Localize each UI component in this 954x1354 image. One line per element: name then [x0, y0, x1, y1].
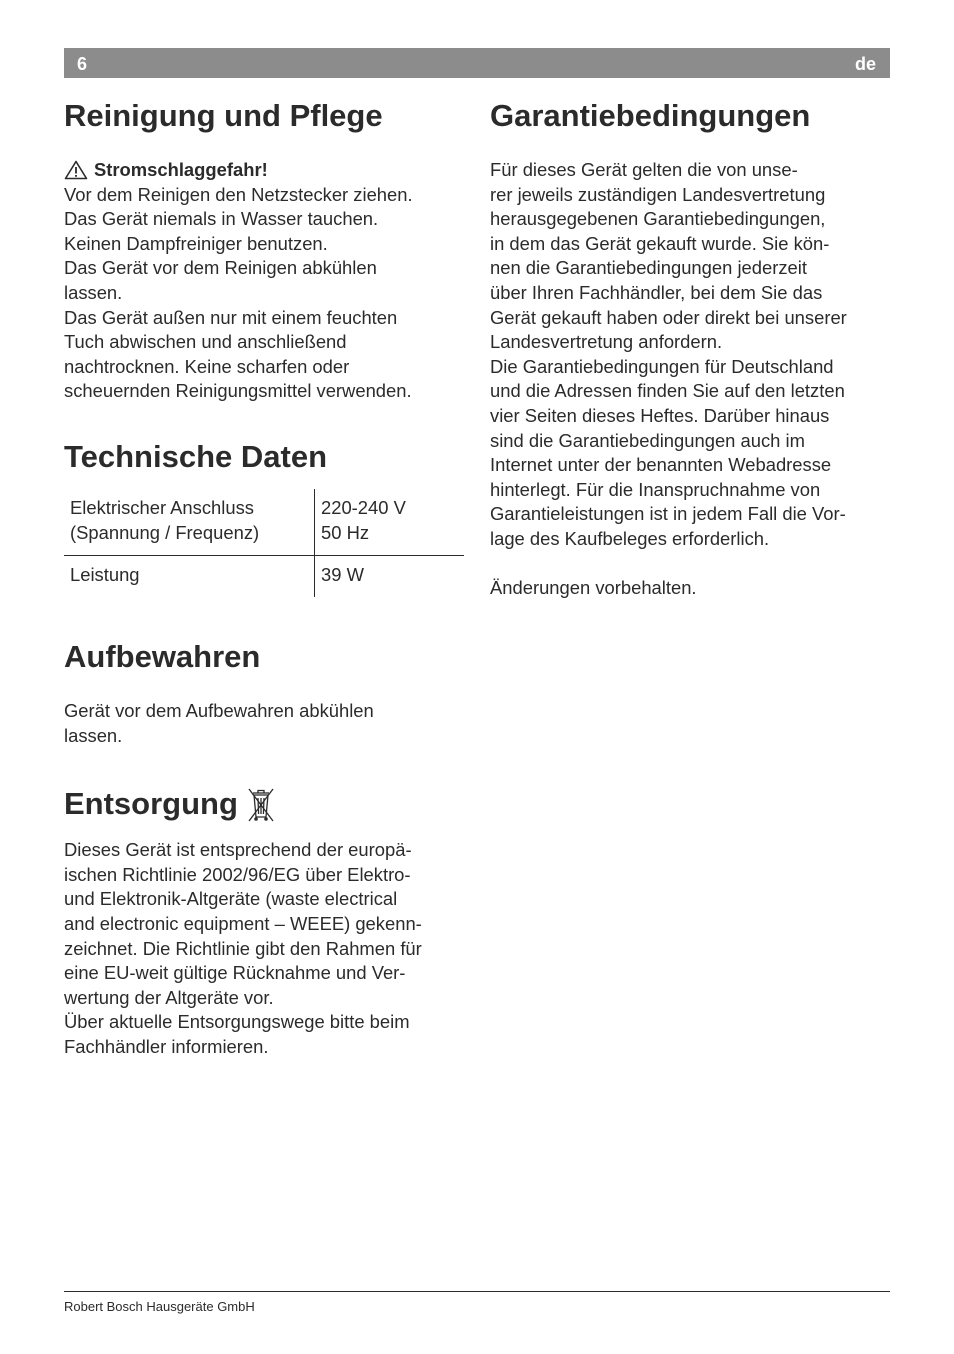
disposal-line: and electronic equipment – WEEE) gekenn- — [64, 912, 422, 934]
footer-rule — [64, 1291, 890, 1292]
spec-value-line: 220-240 V — [321, 496, 406, 518]
spec-label — [64, 489, 315, 556]
warranty-title: Garantiebedingungen — [490, 98, 811, 133]
cleaning-line: Vor dem Reinigen den Netzstecker ziehen. — [64, 183, 413, 205]
disposal-line: ischen Richtlinie 2002/96/EG über Elektro- — [64, 863, 411, 885]
storage-line: Gerät vor dem Aufbewahren abkühlen — [64, 699, 374, 721]
disposal-title-row — [64, 784, 464, 824]
left-column — [64, 96, 464, 1059]
cleaning-line: lassen. — [64, 281, 123, 303]
changes-reserved-note: Änderungen vorbehalten. — [490, 577, 697, 599]
tech-title: Technische Daten — [64, 438, 328, 474]
warranty-line: Internet unter der benannten Webadresse — [490, 454, 832, 476]
cleaning-section — [64, 96, 464, 404]
spec-label-line: Elektrischer Anschluss — [70, 496, 254, 518]
spec-row — [64, 489, 464, 556]
spec-value — [315, 489, 465, 556]
disposal-line: Dieses Gerät ist entsprechend der europä- — [64, 839, 412, 861]
disposal-line: wertung der Altgeräte vor. — [64, 986, 274, 1008]
warranty-line: Gerät gekauft haben oder direkt bei unserer — [490, 306, 847, 328]
cleaning-line: Keinen Dampfreiniger benutzen. — [64, 232, 328, 254]
cleaning-line: Das Gerät niemals in Wasser tauchen. — [64, 208, 379, 230]
warning-line — [64, 158, 464, 183]
disposal-line: und Elektronik-Altgeräte (waste electrical — [64, 888, 398, 910]
warranty-line: vier Seiten dieses Heftes. Darüber hinaus — [490, 404, 830, 426]
warranty-line: Garantieleistungen ist in jedem Fall die Vor- — [490, 503, 846, 525]
disposal-line: eine EU-weit gültige Rücknahme und Ver- — [64, 962, 406, 984]
warranty-line: herausgegebenen Garantiebedingungen, — [490, 208, 826, 230]
cleaning-line: Das Gerät außen nur mit einem feuchten — [64, 306, 398, 328]
disposal-line: Über aktuelle Entsorgungswege bitte beim — [64, 1011, 410, 1033]
spec-label-line: (Spannung / Frequenz) — [70, 521, 260, 543]
spec-table — [64, 489, 464, 597]
warranty-line: Landesvertretung anfordern. — [490, 331, 723, 353]
page-number: 6 — [77, 54, 88, 74]
warranty-line: sind die Garantiebedingungen auch im — [490, 429, 805, 451]
warranty-line: Die Garantiebedingungen für Deutschland — [490, 355, 834, 377]
spec-value-line: 50 Hz — [321, 521, 370, 543]
disposal-section — [64, 784, 464, 1059]
disposal-line: Fachhändler informieren. — [64, 1035, 269, 1057]
cleaning-line: Tuch abwischen und anschließend — [64, 331, 347, 353]
warning-triangle-icon — [64, 160, 88, 180]
warranty-line: lage des Kaufbeleges erforderlich. — [490, 527, 770, 549]
warranty-line: in dem das Gerät gekauft wurde. Sie kön- — [490, 232, 830, 254]
disposal-line: zeichnet. Die Richtlinie gibt den Rahmen für — [64, 937, 422, 959]
tech-section — [64, 437, 464, 597]
footer-company: Robert Bosch Hausgeräte GmbH — [64, 1299, 255, 1314]
warranty-line: Für dieses Gerät gelten die von unse- — [490, 159, 798, 180]
warranty-line: hinterlegt. Für die Inanspruchnahme von — [490, 478, 821, 500]
storage-line: lassen. — [64, 724, 123, 746]
storage-title: Aufbewahren — [64, 638, 261, 674]
page-header-bar — [64, 48, 890, 78]
warranty-line: rer jeweils zuständigen Landesvertretung — [490, 183, 826, 205]
warranty-line: über Ihren Fachhändler, bei dem Sie das — [490, 281, 823, 303]
right-column — [490, 96, 890, 601]
storage-section — [64, 637, 464, 748]
warranty-line: und die Adressen finden Sie auf den letzten — [490, 380, 845, 402]
warranty-section — [490, 96, 890, 601]
spec-value — [315, 555, 465, 597]
language-code: de — [854, 54, 876, 74]
warning-text: Stromschlaggefahr! — [94, 159, 268, 180]
weee-crossed-bin-icon — [246, 785, 276, 823]
disposal-title: Entsorgung — [64, 786, 238, 822]
spec-label-line: Leistung — [70, 563, 140, 585]
spec-row — [64, 555, 464, 597]
spec-label — [64, 555, 315, 597]
cleaning-line: Das Gerät vor dem Reinigen abkühlen — [64, 257, 377, 279]
cleaning-line: nachtrocknen. Keine scharfen oder — [64, 355, 350, 377]
cleaning-line: scheuernden Reinigungsmittel verwenden. — [64, 380, 412, 402]
warranty-line: nen die Garantiebedingungen jederzeit — [490, 257, 807, 279]
cleaning-title: Reinigung und Pflege — [64, 98, 383, 133]
spec-value-line: 39 W — [321, 563, 364, 585]
